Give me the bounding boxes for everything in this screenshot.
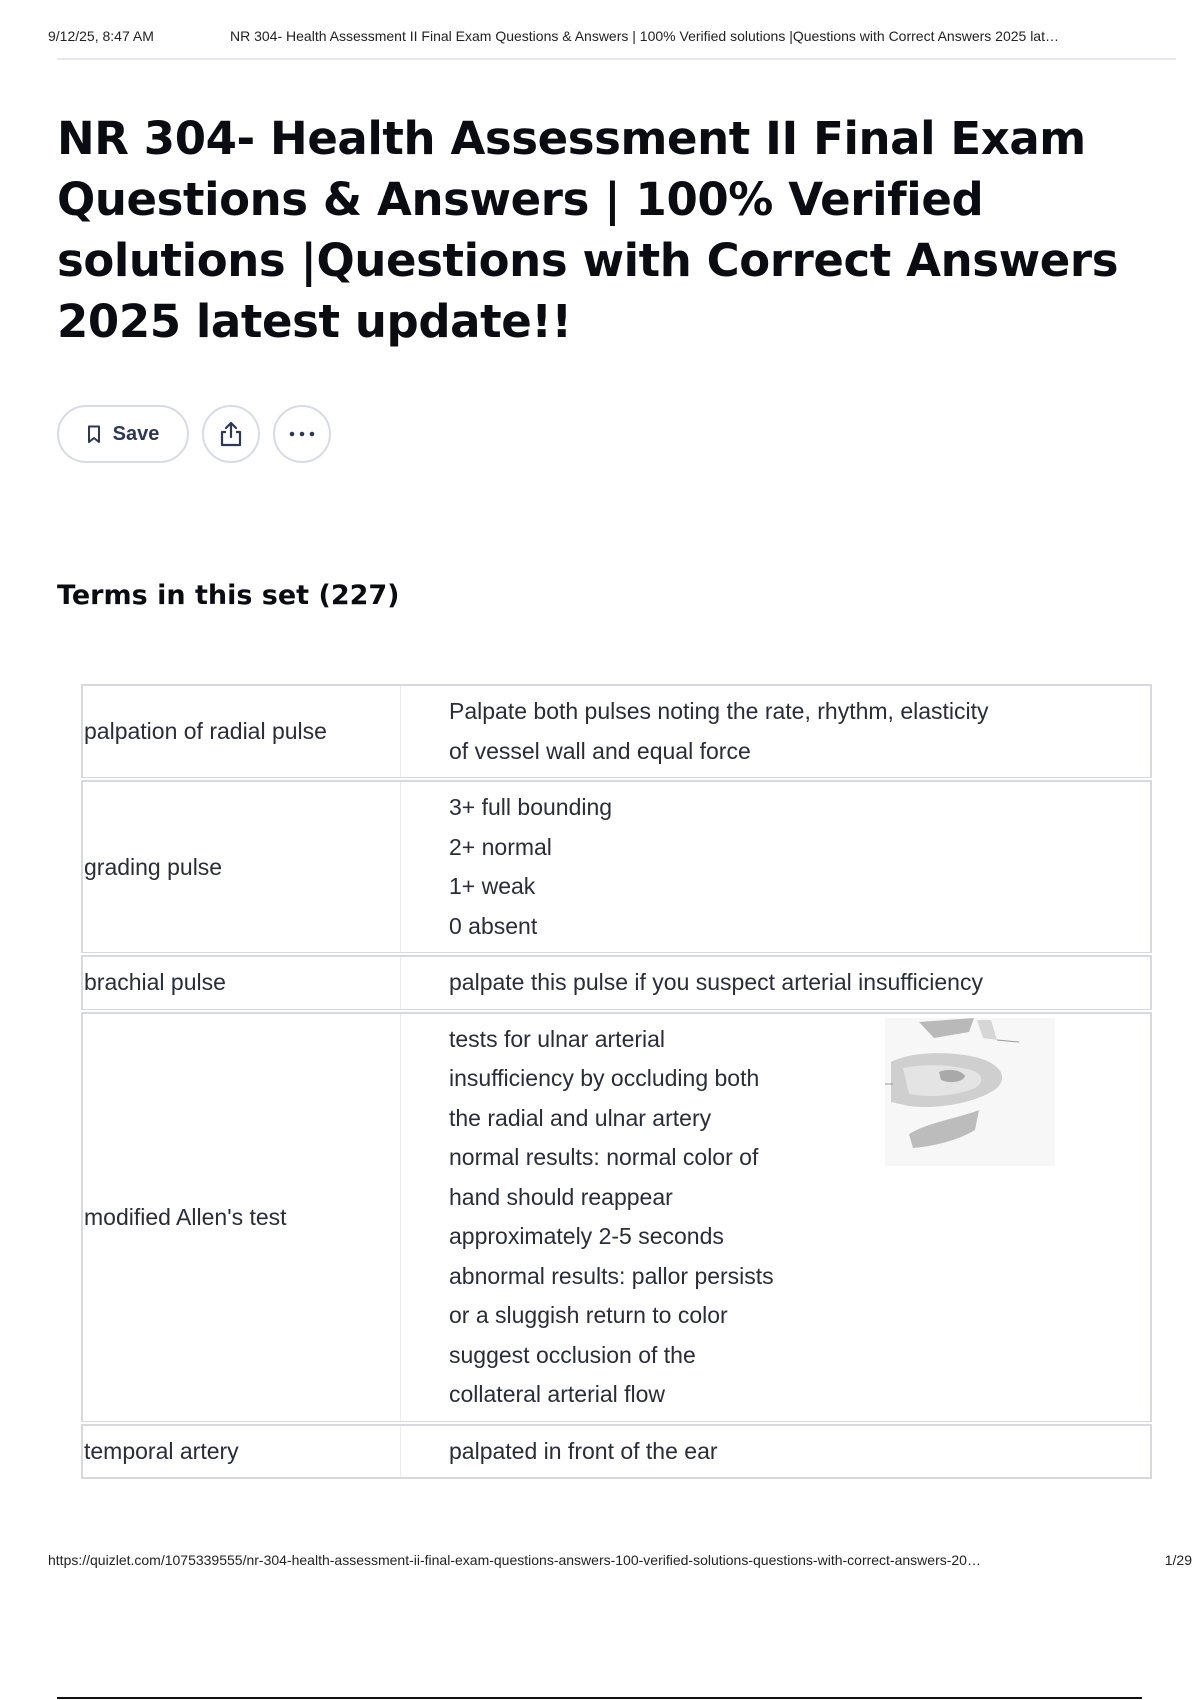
definition	[401, 782, 1150, 952]
definition-line: or a sluggish return to color	[449, 1302, 728, 1328]
definition-line: 0 absent	[449, 912, 538, 939]
definition	[401, 686, 1150, 777]
set-actions	[57, 405, 344, 463]
term-row[interactable]	[81, 1424, 1152, 1480]
terms-heading: Terms in this set (227)	[57, 580, 400, 611]
term-row[interactable]	[81, 1012, 1152, 1422]
definition-line: of vessel wall and equal force	[449, 737, 751, 764]
allen-test-hand-image	[879, 1014, 1059, 1169]
definition-line: palpated in front of the ear	[449, 1437, 718, 1464]
definition	[401, 1014, 1150, 1421]
term-row[interactable]	[81, 684, 1152, 778]
definition-lines	[449, 963, 983, 1003]
definition-line: approximately 2-5 seconds	[449, 1223, 724, 1249]
share-icon	[218, 420, 244, 448]
definition-lines	[449, 1432, 718, 1472]
definition-line: insufficiency by occluding both	[449, 1065, 760, 1091]
term-row[interactable]	[81, 955, 1152, 1010]
definition-line: palpate this pulse if you suspect arterial insufficiency	[449, 969, 983, 995]
definition	[401, 957, 1150, 1009]
term-text: modified Allen's test	[83, 1014, 401, 1421]
page-bottom-rule	[57, 1697, 1142, 1699]
print-doc-title: NR 304- Health Assessment II Final Exam Questions & Answers | 100% Verified solutions |Questions with Correct Answers 2025 lat…	[230, 28, 1059, 44]
more-options-button[interactable]	[273, 405, 331, 463]
more-dots-icon	[288, 431, 316, 437]
bookmark-icon	[87, 425, 101, 444]
term-text: grading pulse	[83, 782, 401, 952]
definition-line: abnormal results: pallor persists	[449, 1262, 774, 1289]
save-label: Save	[112, 422, 160, 445]
definition-lines	[449, 692, 989, 771]
share-button[interactable]	[202, 405, 260, 463]
definition-lines	[449, 1020, 829, 1415]
print-url: https://quizlet.com/1075339555/nr-304-health-assessment-ii-final-exam-questions-answers-100-verified-solutions-questions-with-correct-answers-20…	[48, 1552, 981, 1568]
terms-table	[81, 684, 1152, 1481]
definition-line: collateral arterial flow	[449, 1381, 666, 1407]
definition-line: suggest occlusion of the	[449, 1341, 696, 1368]
definition-line: Palpate both pulses noting the rate, rhythm, elasticity	[449, 698, 989, 724]
definition-line: 1+ weak	[449, 873, 536, 899]
header-divider	[57, 58, 1176, 60]
definition	[401, 1426, 1150, 1478]
print-datetime: 9/12/25, 8:47 AM	[48, 28, 154, 44]
print-footer	[48, 1552, 1192, 1568]
print-page-number: 1/29	[1164, 1552, 1192, 1568]
definition-line: 3+ full bounding	[449, 794, 613, 820]
definition-line: hand should reappear	[449, 1183, 673, 1210]
term-row[interactable]	[81, 780, 1152, 953]
print-header	[48, 28, 1192, 44]
term-text: temporal artery	[83, 1426, 401, 1478]
term-text: brachial pulse	[83, 957, 401, 1009]
term-text: palpation of radial pulse	[83, 686, 401, 777]
definition-lines	[449, 788, 612, 946]
save-button[interactable]	[57, 405, 189, 463]
definition-line: 2+ normal	[449, 833, 552, 860]
definition-line: normal results: normal color of	[449, 1144, 759, 1170]
definition-line: tests for ulnar arterial	[449, 1025, 666, 1052]
definition-line: the radial and ulnar artery	[449, 1104, 712, 1131]
page-title: NR 304- Health Assessment II Final Exam Questions & Answers | 100% Verified solutions |Questions with Correct Answers 2025 latest update!!	[57, 112, 1119, 348]
